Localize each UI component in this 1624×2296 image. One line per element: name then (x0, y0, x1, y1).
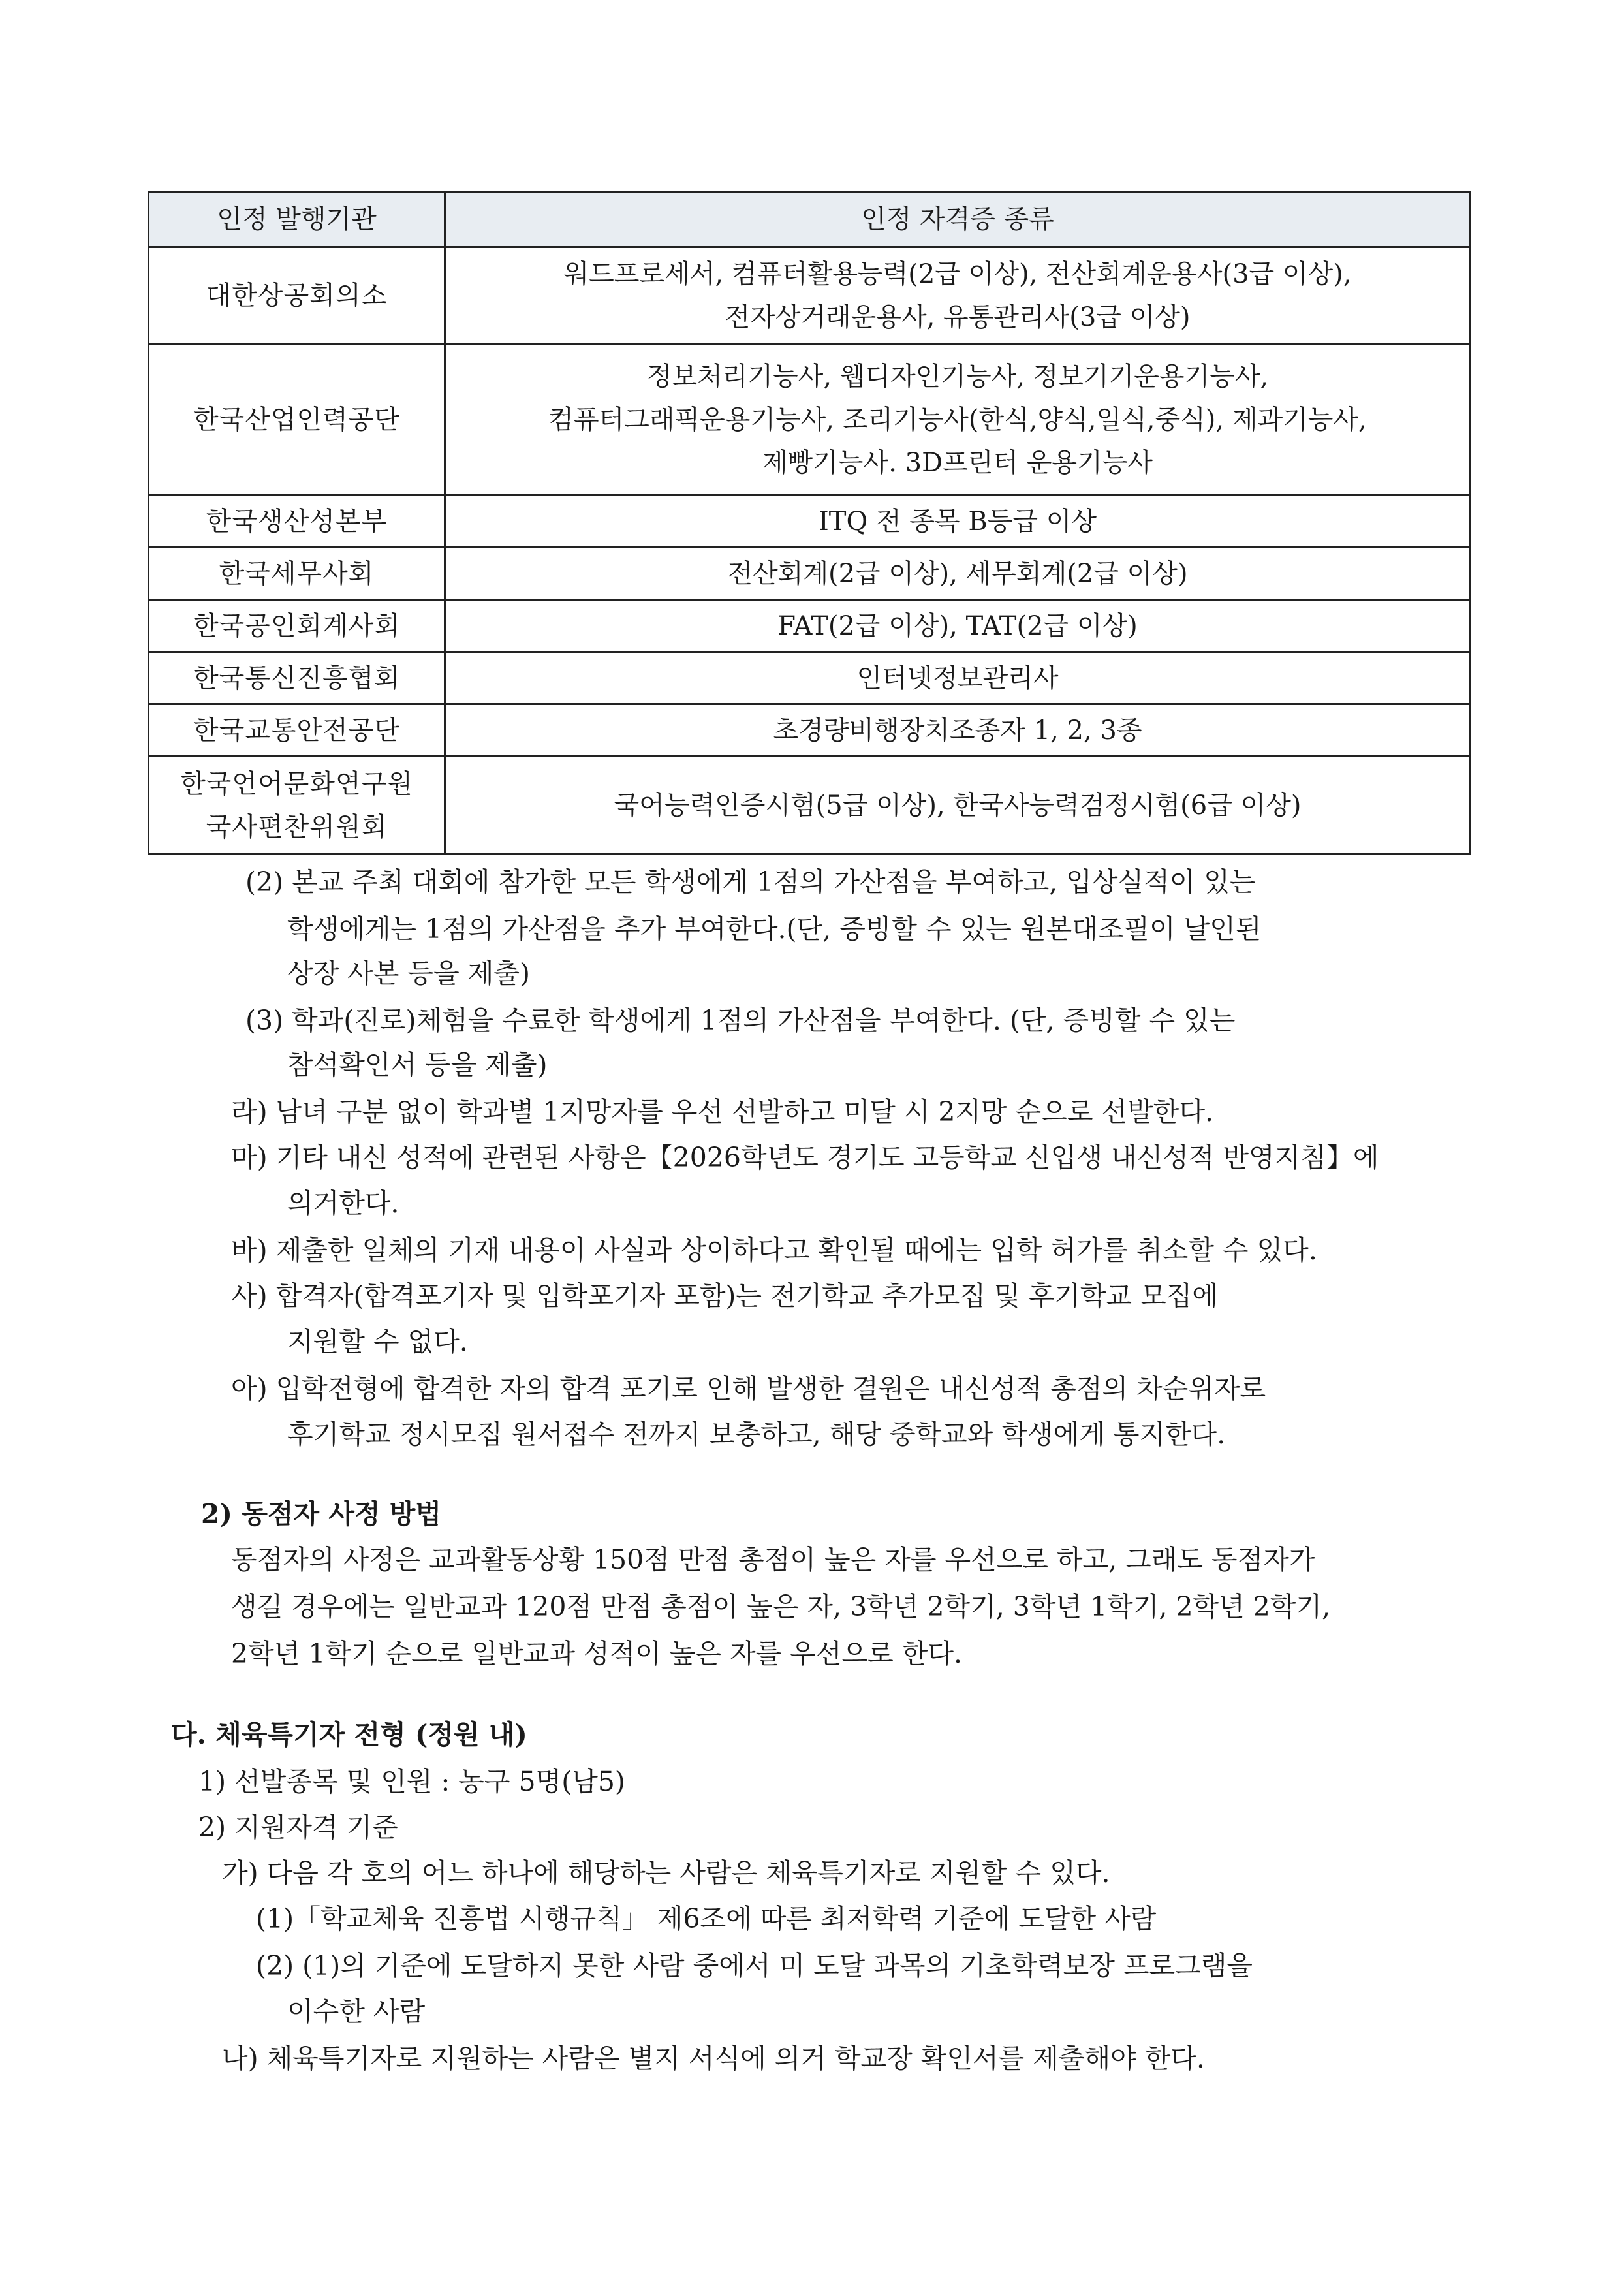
header-org: 인정 발행기관 (149, 192, 445, 247)
table-row (149, 495, 1471, 548)
types-cell: FAT(2급 이상), TAT(2급 이상) (445, 600, 1471, 652)
item-3-line: 참석확인서 등을 제출) (287, 1049, 548, 1080)
clause-sa: 사) 합격자(합격포기자 및 입학포기자 포함)는 전기학교 추가모집 및 후기학교 모집에 (231, 1280, 1218, 1312)
paragraph-line: 생길 경우에는 일반교과 120점 만점 총점이 높은 자, 3학년 2학기, 3학년 1학기, 2학년 2학기, (231, 1591, 1331, 1622)
org-cell: 한국언어문화연구원 국사편찬위원회 (149, 757, 445, 855)
list-item: 2) 지원자격 기준 (198, 1812, 398, 1843)
clause-ma: 마) 기타 내신 성적에 관련된 사항은【2026학년도 경기도 고등학교 신입생 내신성적 반영지침】에 (231, 1142, 1379, 1173)
item-2-line: 학생에게는 1점의 가산점을 추가 부여한다.(단, 증빙할 수 있는 원본대조필이 날인된 (287, 913, 1262, 945)
paragraph-line: 2학년 1학기 순으로 일반교과 성적이 높은 자를 우선으로 한다. (231, 1638, 963, 1669)
clause-sa: 지원할 수 없다. (287, 1326, 468, 1357)
org-cell: 한국교통안전공단 (149, 704, 445, 757)
types-cell: 전산회계(2급 이상), 세무회계(2급 이상) (445, 548, 1471, 600)
list-item: 나) 체육특기자로 지원하는 사람은 별지 서식에 의거 학교장 확인서를 제출해야 한다. (222, 2043, 1205, 2074)
item-3-line: (3) 학과(진로)체험을 수료한 학생에게 1점의 가산점을 부여한다. (단, 증빙할 수 있는 (245, 1005, 1236, 1036)
table-row (149, 704, 1471, 757)
paragraph-line: 동점자의 사정은 교과활동상황 150점 만점 총점이 높은 자를 우선으로 하고, 그래도 동점자가 (231, 1544, 1315, 1575)
table-row (149, 344, 1471, 495)
types-cell: 국어능력인증시험(5급 이상), 한국사능력검정시험(6급 이상) (445, 757, 1471, 855)
types-cell: 워드프로세서, 컴퓨터활용능력(2급 이상), 전산회계운용사(3급 이상), 전자상거래운용사, 유통관리사(3급 이상) (445, 247, 1471, 344)
types-cell: ITQ 전 종목 B등급 이상 (445, 495, 1471, 548)
list-item: 1) 선발종목 및 인원 : 농구 5명(남5) (198, 1766, 625, 1797)
types-cell: 인터넷정보관리사 (445, 652, 1471, 704)
table-row (149, 652, 1471, 704)
section-heading: 2) 동점자 사정 방법 (201, 1498, 441, 1530)
table-header-row (149, 192, 1471, 247)
table-row (149, 247, 1471, 344)
list-item: (1)「학교체육 진흥법 시행규칙」 제6조에 따른 최저학력 기준에 도달한 사람 (256, 1903, 1157, 1934)
section-heading: 다. 체육특기자 전형 (정원 내) (171, 1719, 527, 1750)
org-cell: 한국세무사회 (149, 548, 445, 600)
org-cell: 대한상공회의소 (149, 247, 445, 344)
clause-aa: 아) 입학전형에 합격한 자의 합격 포기로 인해 발생한 결원은 내신성적 총점의 차순위자로 (231, 1373, 1266, 1404)
item-2-line: 상장 사본 등을 제출) (287, 958, 530, 989)
clause-ba: 바) 제출한 일체의 기재 내용이 사실과 상이하다고 확인될 때에는 입학 허가를 취소할 수 있다. (231, 1234, 1317, 1266)
table-row (149, 600, 1471, 652)
org-cell: 한국공인회계사회 (149, 600, 445, 652)
clause-ma: 의거한다. (287, 1187, 399, 1219)
org-cell: 한국통신진흥협회 (149, 652, 445, 704)
clause-ra: 라) 남녀 구분 없이 학과별 1지망자를 우선 선발하고 미달 시 2지망 순으로 선발한다. (231, 1096, 1213, 1127)
list-item: 가) 다음 각 호의 어느 하나에 해당하는 사람은 체육특기자로 지원할 수 있다. (222, 1857, 1110, 1889)
org-cell: 한국산업인력공단 (149, 344, 445, 495)
list-item: 이수한 사람 (287, 1996, 426, 2027)
header-types: 인정 자격증 종류 (445, 192, 1471, 247)
item-2-line: (2) 본교 주최 대회에 참가한 모든 학생에게 1점의 가산점을 부여하고, 입상실적이 있는 (245, 866, 1256, 898)
list-item: (2) (1)의 기준에 도달하지 못한 사람 중에서 미 도달 과목의 기초학력보장 프로그램을 (256, 1950, 1253, 1981)
types-cell: 정보처리기능사, 웹디자인기능사, 정보기기운용기능사, 컴퓨터그래픽운용기능사, 조리기능사(한식,양식,일식,중식), 제과기능사, 제빵기능사. 3D프린터 운용기능사 (445, 344, 1471, 495)
certificate-table (148, 191, 1471, 855)
org-cell: 한국생산성본부 (149, 495, 445, 548)
table-row (149, 548, 1471, 600)
types-cell: 초경량비행장치조종자 1, 2, 3종 (445, 704, 1471, 757)
table-row (149, 757, 1471, 855)
clause-aa: 후기학교 정시모집 원서접수 전까지 보충하고, 해당 중학교와 학생에게 통지한다. (287, 1419, 1226, 1450)
